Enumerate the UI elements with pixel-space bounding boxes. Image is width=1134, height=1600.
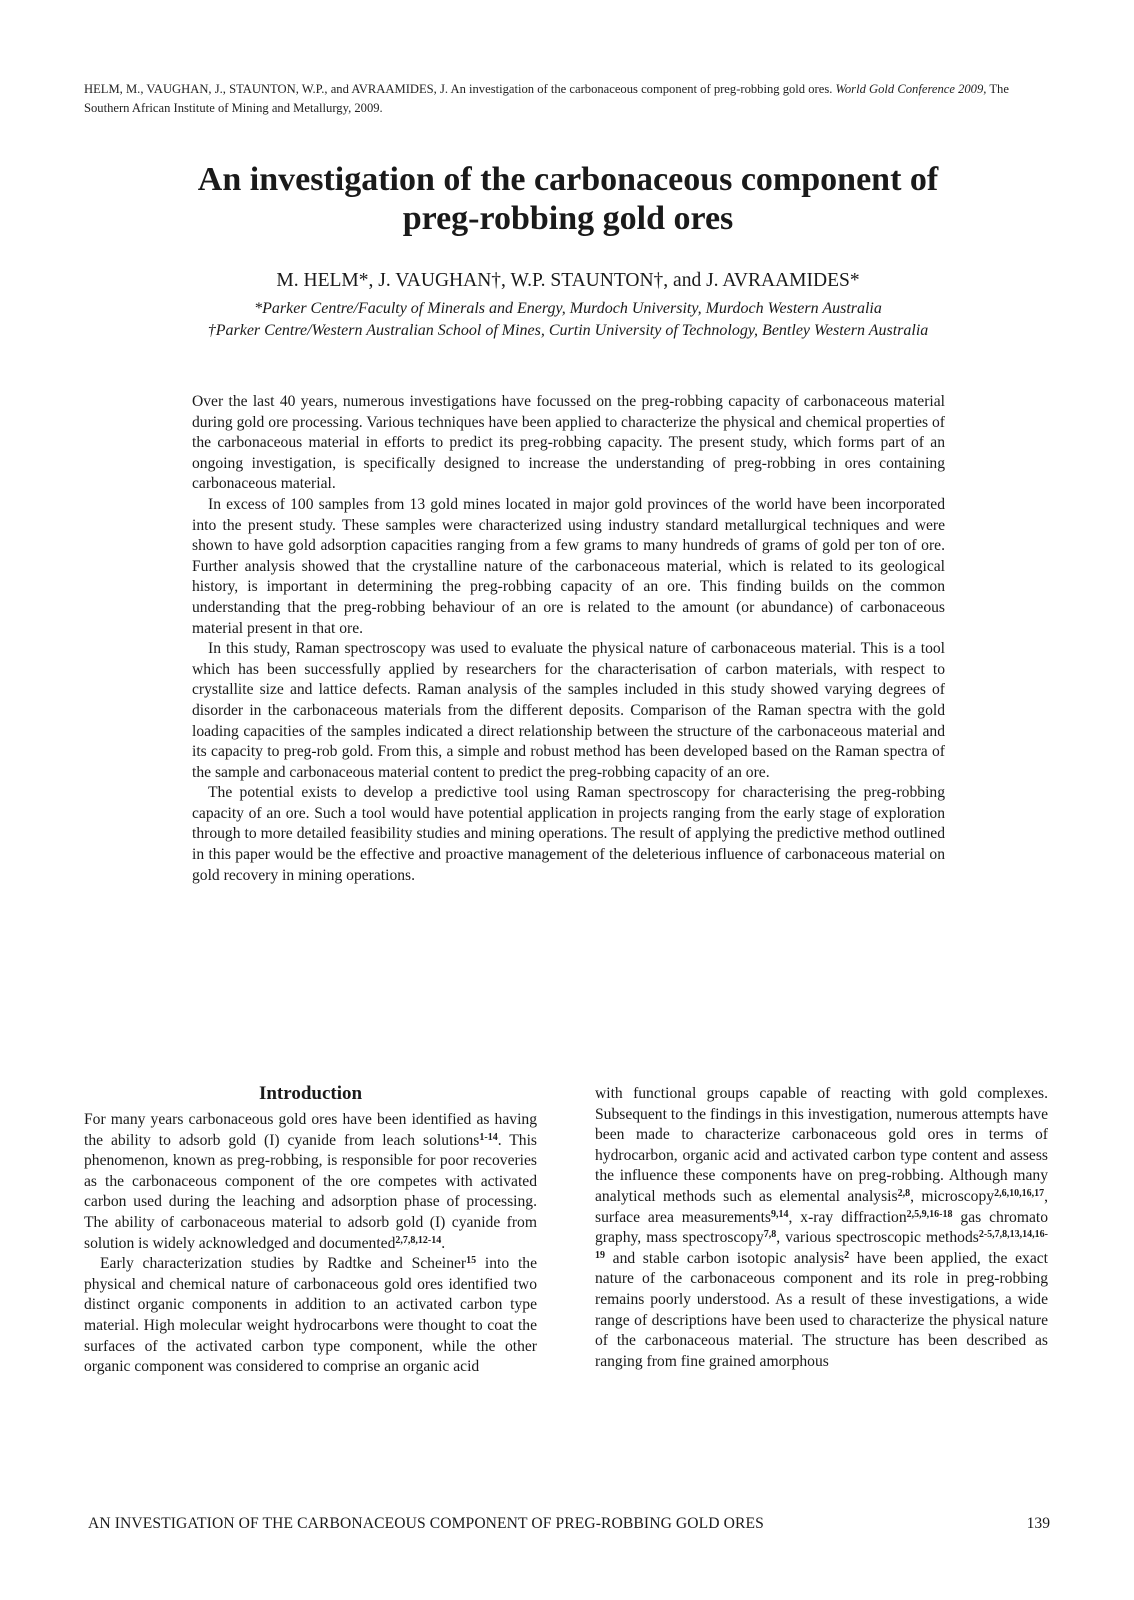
reference-superscript: 2,6,10,16,17 (994, 1187, 1045, 1199)
abstract-paragraph-2: In excess of 100 samples from 13 gold mines located in major gold provinces of the world have been incorporated into the present study. These samples were characterized using industry standard metallurgical techniques and were shown to have gold adsorption capacities ranging from a few grams to many hundreds of grams of gold per ton of ore. Further analysis showed that the crystalline nature of the carbonaceous material, which is related to its geological history, is important in determining the preg-robbing capacity of an ore. This finding builds on the common understanding that the preg-robbing behaviour of an ore is related to the amount (or abundance) of carbonaceous material present in that ore. (192, 495, 945, 637)
paper-title (84, 160, 1052, 238)
abstract-paragraph-1: Over the last 40 years, numerous investigations have focussed on the preg-robbing capacity of carbonaceous material during gold ore processing. Various techniques have been applied to characterize the physical and chemical properties of the carbonaceous material in efforts to predict its preg-robbing capacity. The present study, which forms part of an ongoing investigation, is specifically designed to increase the understanding of preg-robbing in ores containing carbonaceous material. (192, 393, 945, 493)
page-number: 139 (1026, 1515, 1050, 1532)
intro-p1-text-b: . This phenomenon, known as preg-robbing, is responsible for poor recoveries as the carbonaceous component of the ore competes with activated carbon used during the leaching and adsorption phase of processing. The ability of carbonaceous material to adsorb gold (I) cyanide from solution is widely acknowledged and documented (84, 1131, 537, 1252)
reference-superscript: 9,14 (771, 1208, 789, 1220)
intro-p3-text-e: gas chromato graphy, mass spectroscopy (595, 1208, 1048, 1247)
citation-venue: World Gold Conference 2009, (835, 82, 987, 96)
body-column-left (84, 1082, 537, 1378)
reference-superscript: 15 (466, 1255, 477, 1267)
paper-title-line-1: An investigation of the carbonaceous component of (197, 161, 939, 198)
paper-title-line-2: preg-robbing gold ores (402, 200, 734, 237)
intro-p3-text-g: and stable carbon isotopic analysis (605, 1249, 845, 1267)
reference-superscript: 2,5,9,16-18 (906, 1208, 953, 1220)
intro-paragraph-3 (595, 1084, 1048, 1372)
reference-superscript: 7,8 (763, 1229, 777, 1241)
reference-superscript: 2 (844, 1249, 850, 1261)
intro-p1-text-c: . (441, 1234, 446, 1252)
intro-p3-text-b: , microscopy (910, 1187, 995, 1205)
intro-p3-text-h: have been applied, the exact nature of the carbonaceous component and its role in preg-robbing remains poorly understood. As a result of these investigations, a wide range of descriptions have been used to characterize the physical nature of the carbonaceous material. The structure has been described as ranging from fine grained amorphous (595, 1249, 1048, 1370)
reference-superscript: 1-14 (479, 1131, 498, 1143)
intro-p2-text-b: into the physical and chemical nature of carbonaceous gold ores identified two distinct organic components in addition to an activated carbon type material. High molecular weight hydrocarbons were thought to coat the surfaces of the activated carbon type component, while the other organic component was considered to comprise an organic acid (84, 1255, 538, 1376)
citation-authors-title: HELM, M., VAUGHAN, J., STAUNTON, W.P., and AVRAAMIDES, J. An investigation of the carbonaceous component of preg-robbing gold ores. (84, 82, 833, 96)
reference-superscript: 2,7,8,12-14 (395, 1234, 442, 1246)
affiliation-2: †Parker Centre/Western Australian School of Mines, Curtin University of Technology, Bentley Western Australia (207, 322, 929, 339)
section-heading-introduction: Introduction (258, 1083, 363, 1104)
reference-superscript: 2,8 (897, 1187, 911, 1199)
citation-publisher: The Southern African Institute of Mining and Metallurgy, 2009. (84, 82, 1009, 115)
abstract-paragraph-4: The potential exists to develop a predictive tool using Raman spectroscopy for characterising the preg-robbing capacity of an ore. Such a tool would have potential application in projects ranging from the early stage of exploration through to more detailed feasibility studies and mining operations. The result of applying the predictive method outlined in this paper would be the effective and proactive management of the deleterious influence of carbonaceous material on gold recovery in mining operations. (192, 784, 945, 884)
body-column-right (595, 1084, 1048, 1372)
author-list: M. HELM*, J. VAUGHAN†, W.P. STAUNTON†, and J. AVRAAMIDES* (276, 270, 860, 291)
intro-paragraph-1 (84, 1110, 537, 1254)
intro-p3-text-f: , various spectroscopic methods (776, 1229, 979, 1247)
intro-p2-text-a: Early characterization studies by Radtke and Scheiner (100, 1255, 467, 1273)
citation (84, 80, 1052, 118)
affiliation-1: *Parker Centre/Faculty of Minerals and Energy, Murdoch University, Murdoch Western Australia (254, 300, 882, 317)
intro-p3-text-c: , surface area measurements (595, 1187, 1048, 1226)
running-footer-title: AN INVESTIGATION OF THE CARBONACEOUS COMPONENT OF PREG-ROBBING GOLD ORES (88, 1515, 764, 1532)
abstract (192, 392, 945, 886)
intro-p3-text-a: with functional groups capable of reacting with gold complexes. Subsequent to the findings in this investigation, numerous attempts have been made to characterize carbonaceous gold ores in terms of hydrocarbon, organic acid and activated carbon type content and assess the influence these components have on preg-robbing. Although many analytical methods such as elemental analysis (595, 1085, 1048, 1205)
intro-p1-text-a: For many years carbonaceous gold ores have been identified as having the ability to adsorb gold (I) cyanide from leach solutions (84, 1111, 537, 1149)
reference-superscript: 2-5,7,8,13,14,16-19 (595, 1229, 1048, 1261)
abstract-paragraph-3: In this study, Raman spectroscopy was used to evaluate the physical nature of carbonaceous material. This is a tool which has been successfully applied by researchers for the characterisation of carbon materials, with respect to crystallite size and lattice defects. Raman analysis of the samples included in this study showed varying degrees of disorder in the carbonaceous materials from the different deposits. Comparison of the Raman spectra with the gold loading capacities of the samples indicated a direct relationship between the structure of the carbonaceous material and its capacity to preg-rob gold. From this, a simple and robust method has been developed based on the Raman spectra of the sample and carbonaceous material content to predict the preg-robbing capacity of an ore. (192, 640, 945, 781)
intro-p3-text-d: , x-ray diffraction (788, 1208, 907, 1226)
intro-paragraph-2 (84, 1254, 537, 1378)
